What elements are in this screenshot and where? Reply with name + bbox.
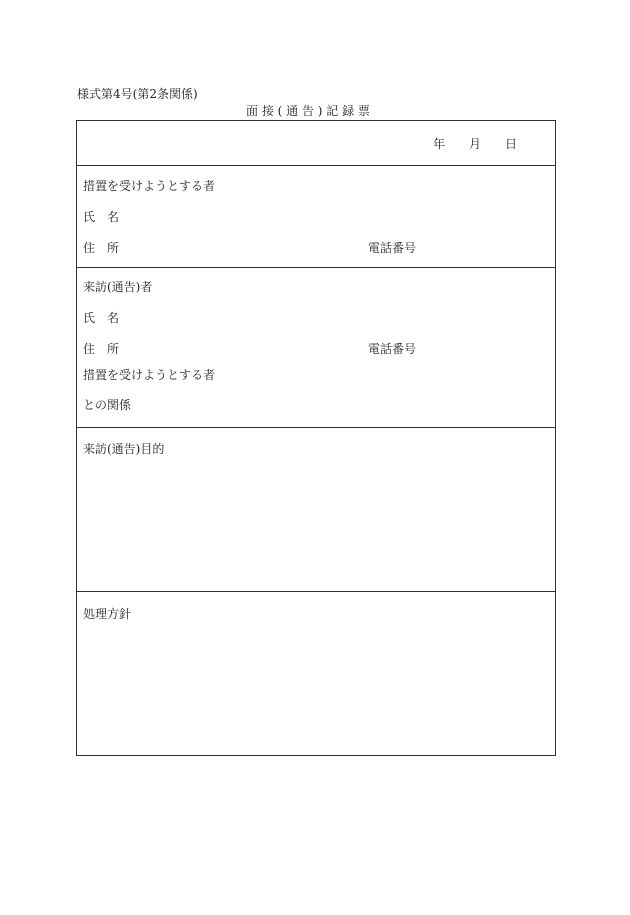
- divider-person: [76, 267, 556, 268]
- visitor-address-label: 住 所: [83, 342, 120, 356]
- form-number: 様式第4号(第2条関係): [77, 87, 198, 101]
- visitor-name-label: 氏 名: [83, 311, 120, 325]
- date-day-label: 日: [505, 137, 518, 151]
- record-form-table: [76, 120, 556, 756]
- person-phone-label: 電話番号: [368, 241, 417, 255]
- person-heading: 措置を受けようとする者: [83, 179, 216, 193]
- divider-date: [76, 165, 556, 166]
- form-title: 面 接 ( 通 告 ) 記 録 票: [246, 104, 370, 118]
- date-month-label: 月: [469, 137, 482, 151]
- visitor-heading: 来訪(通告)者: [83, 280, 153, 294]
- visitor-relation-label-line1: 措置を受けようとする者: [83, 368, 216, 382]
- policy-heading: 処理方針: [83, 607, 132, 621]
- person-name-label: 氏 名: [83, 210, 120, 224]
- divider-purpose: [76, 591, 556, 592]
- date-year-label: 年: [433, 137, 446, 151]
- visitor-phone-label: 電話番号: [368, 342, 417, 356]
- purpose-heading: 来訪(通告)目的: [83, 442, 165, 456]
- visitor-relation-label-line2: との関係: [83, 398, 132, 412]
- divider-visitor: [76, 427, 556, 428]
- person-address-label: 住 所: [83, 241, 120, 255]
